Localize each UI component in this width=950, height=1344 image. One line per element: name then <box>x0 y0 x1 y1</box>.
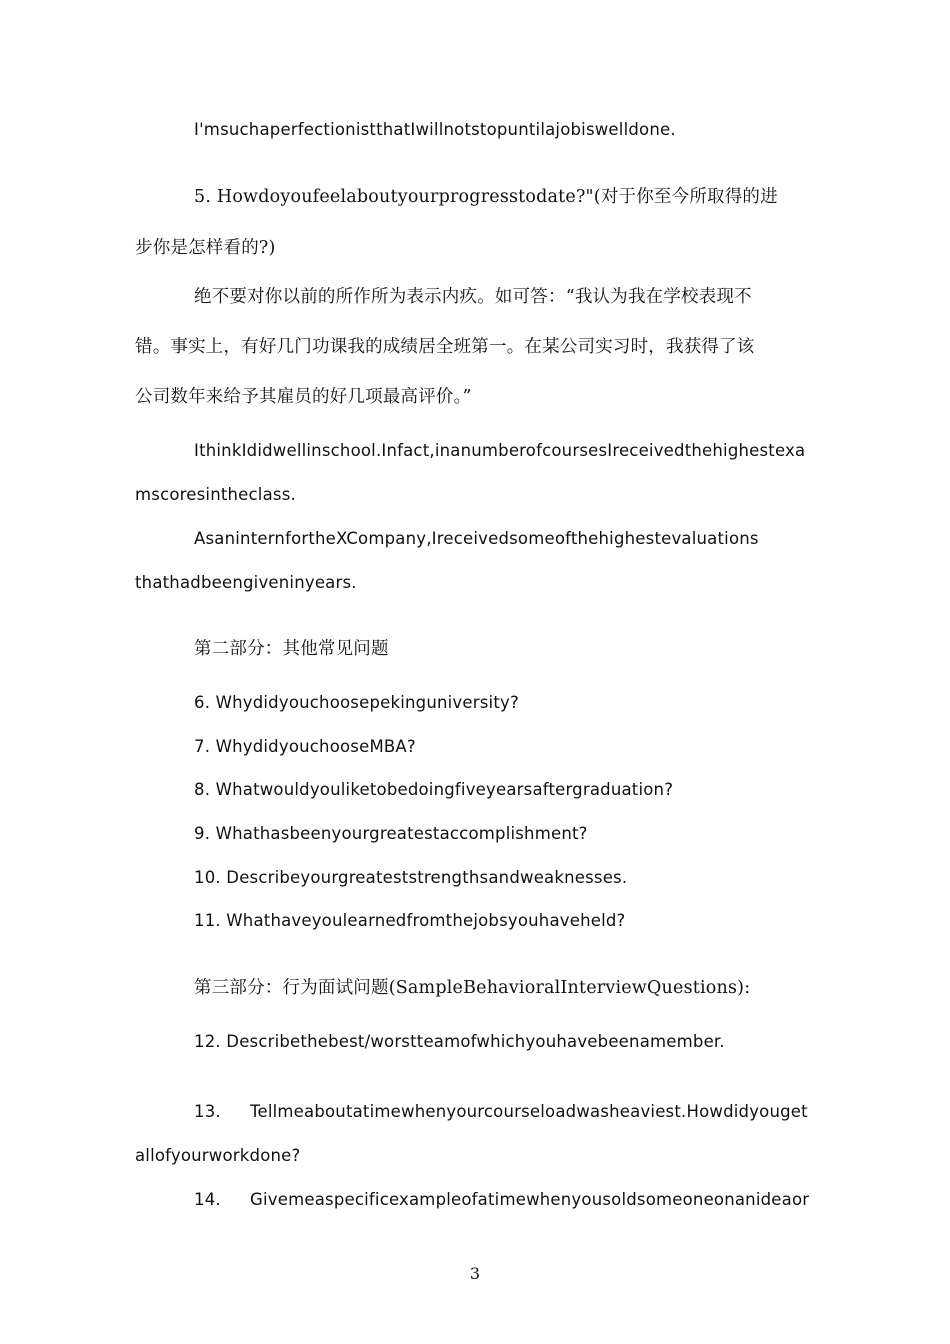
question-6: 6. Whydidyouchoosepekinguniversity? <box>194 693 519 712</box>
question-12: 12. Describethebest/worstteamofwhichyouhavebeenamember. <box>194 1032 725 1051</box>
question-7: 7. WhydidyouchooseMBA? <box>194 737 416 756</box>
advice-line-3: 公司数年来给予其雇员的好几项最高评价。” <box>135 387 472 407</box>
english-answer-line-1: IthinkIdidwellinschool.Infact,inanumberofcoursesIreceivedthehighestexa <box>194 441 806 460</box>
english-answer-line-4: thathadbeengiveninyears. <box>135 573 357 592</box>
question-8: 8. Whatwouldyouliketobedoingfiveyearsaftergraduation? <box>194 780 674 799</box>
section-2-heading: 第二部分：其他常见问题 <box>194 639 389 659</box>
page-number: 3 <box>469 1264 481 1283</box>
english-answer-line-2: mscoresintheclass. <box>135 485 296 504</box>
question-9: 9. Whathasbeenyourgreatestaccomplishment? <box>194 824 588 843</box>
question-10: 10. Describeyourgreateststrengthsandweaknesses. <box>194 868 628 887</box>
question-13-line-1: Tellmeaboutatimewhenyourcourseloadwasheaviest.Howdidyouget <box>250 1102 808 1121</box>
question-5-line-1: 5. Howdoyoufeelaboutyourprogresstodate?"(对于你至今所取得的进 <box>194 187 778 207</box>
english-answer-line-3: AsaninternfortheXCompany,Ireceivedsomeofthehighestevaluations <box>194 529 759 548</box>
question-13-line-2: allofyourworkdone? <box>135 1146 301 1165</box>
question-11: 11. Whathaveyoulearnedfromthejobsyouhaveheld? <box>194 911 626 930</box>
perfectionist-answer: I'msuchaperfectionistthatIwillnotstopuntilajobiswelldone. <box>194 120 676 139</box>
advice-line-2: 错。事实上，有好几门功课我的成绩居全班第一。在某公司实习时，我获得了该 <box>135 337 755 357</box>
advice-line-1: 绝不要对你以前的所作所为表示内疚。如可答：“我认为我在学校表现不 <box>194 287 752 307</box>
question-13-number: 13. <box>194 1102 221 1121</box>
question-14-number: 14. <box>194 1190 221 1209</box>
question-14-line-1: Givemeaspecificexampleofatimewhenyousoldsomeoneonanideaor <box>250 1190 810 1209</box>
section-3-heading: 第三部分：行为面试问题(SampleBehavioralInterviewQuestions): <box>194 978 751 998</box>
question-5-line-2: 步你是怎样看的?) <box>135 238 276 258</box>
